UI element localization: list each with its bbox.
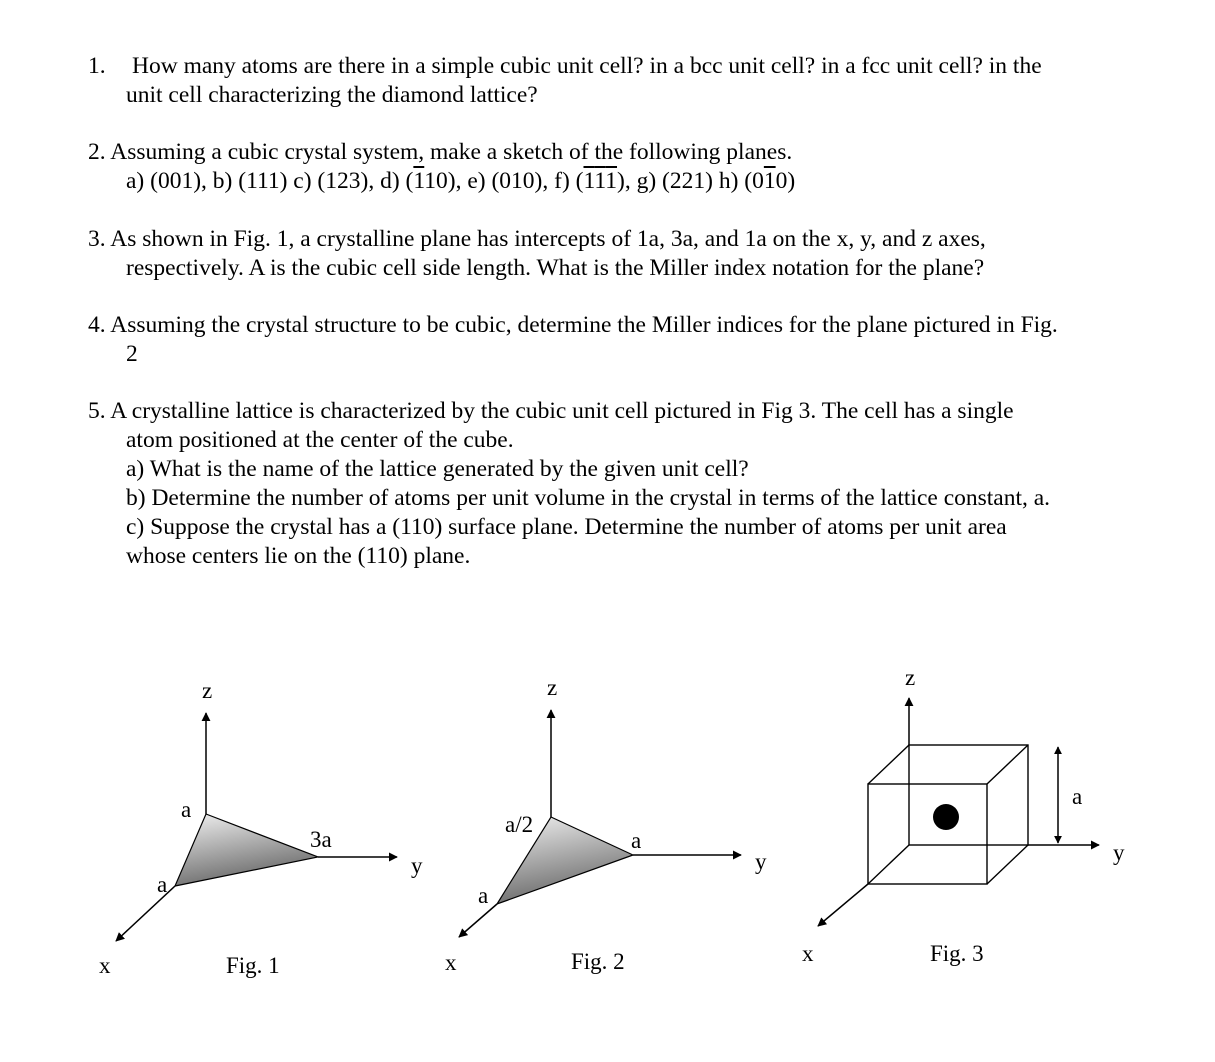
plane-f-suffix: ),	[617, 168, 631, 194]
question-5-text: A crystalline lattice is characterized by the cubic unit cell pictured in Fig 3. The cell has a single	[110, 398, 1014, 424]
fig2-x-axis	[459, 904, 497, 937]
fig3-cube-edge	[987, 845, 1028, 884]
question-1-text: How many atoms are there in a simple cubic unit cell? in a bcc unit cell? in a fcc unit cell? in the	[132, 53, 1042, 79]
fig3-cube-edge	[868, 845, 909, 884]
plane-d-bar-digit: 1	[413, 168, 425, 194]
fig3-z-label: z	[905, 665, 916, 690]
fig3-cube-edge	[868, 745, 909, 784]
plane-g: g) (221)	[636, 168, 713, 194]
fig1-x-label: x	[99, 953, 111, 978]
fig3-cube-front-face	[868, 784, 987, 884]
fig3-y-label: y	[1113, 840, 1125, 865]
plane-c: c) (123),	[293, 168, 375, 194]
question-5-part-c: c) Suppose the crystal has a (110) surface plane. Determine the number of atoms per unit area	[126, 514, 1007, 540]
question-3-text-cont: respectively. A is the cubic cell side length. What is the Miller index notation for the plane?	[126, 255, 985, 281]
fig1-caption: Fig. 1	[226, 953, 280, 978]
plane-h-bar-digit: 1	[763, 168, 776, 194]
figure-3	[802, 665, 1125, 966]
fig3-cube-edge	[987, 745, 1028, 784]
question-3-text: As shown in Fig. 1, a crystalline plane has intercepts of 1a, 3a, and 1a on the x, y, and z axes,	[110, 226, 986, 252]
plane-f-bar-digit-1: 1	[583, 168, 595, 194]
fig1-intercept-y: 3a	[310, 827, 332, 852]
fig3-center-atom	[933, 804, 959, 830]
question-1-number: 1.	[88, 53, 106, 79]
plane-f-prefix: f) (	[554, 168, 584, 194]
fig2-intercept-y: a	[631, 828, 642, 853]
fig2-z-label: z	[547, 675, 558, 700]
question-5-text-cont: atom positioned at the center of the cube.	[126, 427, 514, 453]
question-1-text-cont: unit cell characterizing the diamond lattice?	[126, 82, 538, 108]
plane-b: b) (111)	[212, 168, 288, 194]
fig2-intercept-z: a/2	[505, 812, 534, 837]
plane-f-bar-digit-2: 1	[594, 168, 606, 194]
plane-h-prefix: h) (0	[718, 168, 764, 194]
question-5-part-c-cont: whose centers lie on the (110) plane.	[126, 543, 471, 569]
plane-h-suffix: 0)	[775, 168, 796, 194]
fig1-intercept-z: a	[181, 797, 192, 822]
question-4-number: 4.	[88, 312, 106, 338]
fig1-intercept-x: a	[157, 872, 168, 897]
question-3-number: 3.	[88, 226, 106, 252]
fig2-y-label: y	[755, 849, 767, 874]
plane-a: a) (001),	[126, 168, 207, 194]
fig1-y-label: y	[411, 853, 423, 878]
question-4-text: Assuming the crystal structure to be cubic, determine the Miller indices for the plane pictured in Fig.	[110, 312, 1058, 338]
question-2-number: 2.	[88, 139, 106, 165]
fig3-edge-label: a	[1072, 784, 1083, 809]
fig1-z-label: z	[202, 678, 213, 703]
fig3-x-label: x	[802, 941, 814, 966]
plane-e: e) (010),	[467, 168, 549, 194]
fig1-plane	[175, 814, 318, 886]
figure-2	[445, 675, 767, 975]
fig2-x-label: x	[445, 950, 457, 975]
fig2-caption: Fig. 2	[571, 949, 625, 974]
plane-f-bar-digit-3: 1	[605, 168, 618, 194]
fig3-cube-back-face	[909, 745, 1028, 845]
fig2-intercept-x: a	[478, 883, 489, 908]
question-5-part-a: a) What is the name of the lattice generated by the given unit cell?	[126, 456, 749, 482]
question-4-text-cont: 2	[126, 341, 138, 367]
plane-d-suffix: 10),	[424, 168, 462, 194]
question-2-text: Assuming a cubic crystal system, make a sketch of the following planes.	[110, 139, 793, 165]
fig3-x-axis	[818, 884, 868, 926]
fig3-caption: Fig. 3	[930, 941, 984, 966]
question-5-number: 5.	[88, 398, 106, 424]
figure-1	[99, 678, 423, 978]
plane-d-prefix: d) (	[380, 168, 414, 194]
question-5-part-b: b) Determine the number of atoms per unit volume in the crystal in terms of the lattice constant, a.	[126, 485, 1051, 511]
